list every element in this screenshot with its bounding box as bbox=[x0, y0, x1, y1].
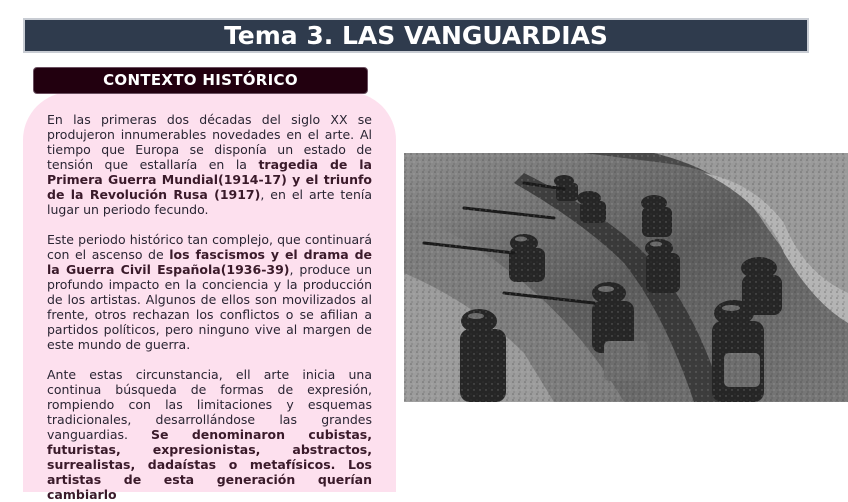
bold-text-run: tragedia de la Primera Guerra Mundial(1914-17) y el triunfo de la Revolución Rusa (1917) bbox=[47, 157, 372, 202]
soldiers-in-trench-icon bbox=[404, 153, 848, 402]
paragraph-2 bbox=[47, 232, 372, 352]
bold-text-run: los fascismos y el drama de la Guerra Civil Española(1936-39) bbox=[47, 247, 372, 277]
paragraph-1 bbox=[47, 112, 372, 217]
soldiers-trench-photo bbox=[404, 153, 848, 402]
text-run: Ante estas circunstancia, ell arte inicia una continua búsqueda de formas de expresión, rompiendo con las limitaciones y esquemas tradicionales, desarrollándose las grandes vanguardias. bbox=[47, 367, 372, 442]
paragraph-3 bbox=[47, 367, 372, 502]
bold-text-run: Se denominaron cubistas, futuristas, expresionistas, abstractos, surrealistas, dadaístas o metafísicos. Los artistas de esta generación querían cambiarlo bbox=[47, 427, 372, 502]
context-text-panel bbox=[23, 92, 396, 502]
text-run: En las primeras dos décadas del siglo XX se produjeron innumerables novedades en el arte. Al tiempo que Europa se disponía un estado de tensión que estallaría en la bbox=[47, 112, 372, 172]
text-run: Este periodo histórico tan complejo, que continuará con el ascenso de bbox=[47, 232, 372, 262]
text-run: , produce un profundo impacto en la conciencia y la producción de los artistas. Algunos de ellos son movilizados al frente, otros rechazan los conflictos o se afilian a partidos políticos, pero ninguno vive al margen de este mundo de guerra. bbox=[47, 262, 373, 352]
slide-title: Tema 3. LAS VANGUARDIAS bbox=[23, 18, 809, 53]
text-run: , en el arte tenía lugar un periodo fecundo. bbox=[47, 187, 372, 217]
section-header: CONTEXTO HISTÓRICO bbox=[33, 67, 368, 94]
